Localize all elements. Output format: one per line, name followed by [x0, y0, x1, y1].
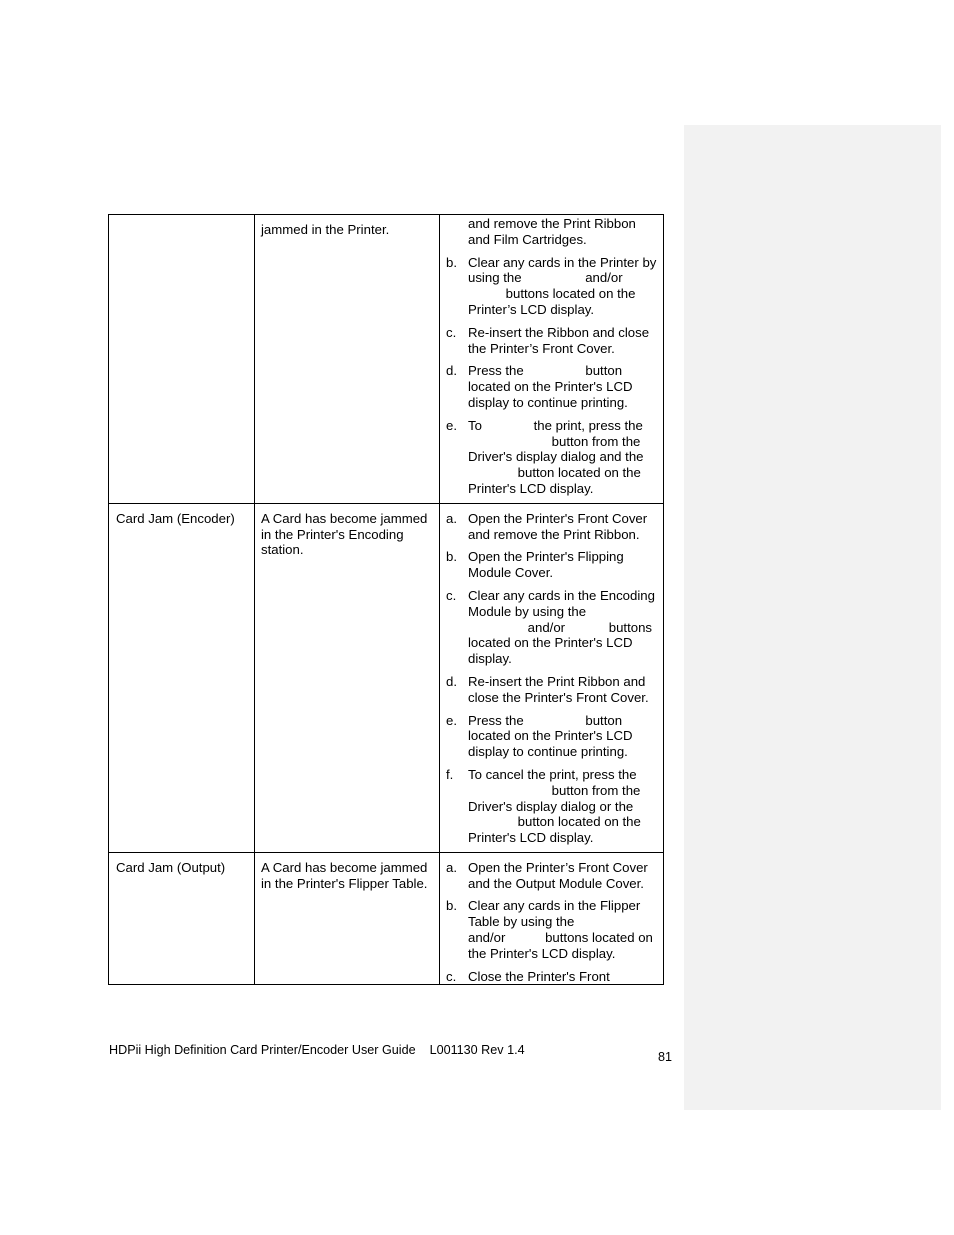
step-item: c. Re-insert the Ribbon and close the Printer’s Front Cover. — [446, 324, 650, 356]
table-row — [109, 852, 664, 985]
step-item: a. Open the Printer’s Front Cover and the Output Module Cover. — [446, 859, 648, 891]
step-item: b. Clear any cards in the Printer by using the and/or buttons located on the Printer’s LCD display. — [446, 254, 657, 317]
step-item: and remove the Print Ribbon and Film Cartridges. — [468, 216, 636, 247]
step-item: d. Press the button located on the Printer's LCD display to continue printing. — [446, 363, 633, 410]
step-item: e. To the print, press the button from the Driver's display dialog and the button located on the Printer's LCD display. — [446, 417, 644, 496]
solution-cell — [440, 852, 664, 985]
solution-cell — [440, 503, 664, 852]
table-row — [109, 503, 664, 852]
step-item: d. Re-insert the Print Ribbon and close the Printer's Front Cover. — [446, 673, 649, 705]
solution-steps — [440, 860, 663, 985]
cause-cell — [255, 503, 440, 852]
step-item: c. Clear any cards in the Encoding Module by using the and/or buttons located on the Printer's LCD display. — [446, 587, 655, 667]
cause-text: jammed in the Printer. — [261, 222, 390, 237]
page-footer — [109, 1043, 525, 1057]
step-item: f. To cancel the print, press the button from the Driver's display dialog or the button located on the Printer's LCD display. — [446, 766, 641, 846]
troubleshooting-table — [108, 214, 664, 985]
condition-cell — [109, 503, 255, 852]
cause-text: A Card has become jammed in the Printer's Encoding station. — [261, 510, 428, 558]
footer-doc-id: L001130 Rev 1.4 — [429, 1043, 525, 1057]
step-item: b. Clear any cards in the Flipper Table by using the and/or buttons located on the Printer's LCD display. — [446, 898, 653, 961]
solution-cell — [440, 215, 664, 504]
condition-text: Card Jam (Encoder) — [116, 510, 235, 526]
step-item: c. Close the Printer's Front — [446, 968, 610, 984]
page-number: 81 — [658, 1050, 673, 1064]
cause-text: A Card has become jammed in the Printer's Flipper Table. — [261, 859, 428, 891]
condition-text: Card Jam (Output) — [116, 859, 226, 875]
condition-cell — [109, 852, 255, 985]
footer-title: HDPii High Definition Card Printer/Encoder User Guide — [109, 1043, 416, 1057]
step-item: a. Open the Printer's Front Cover and remove the Print Ribbon. — [446, 510, 648, 542]
comment-margin-pane — [684, 125, 941, 1110]
table-row — [109, 215, 664, 504]
condition-cell — [109, 215, 255, 504]
solution-steps — [440, 511, 663, 852]
step-item: e. Press the button located on the Printer's LCD display to continue printing. — [446, 712, 633, 760]
solution-steps — [440, 216, 663, 503]
cause-cell — [255, 852, 440, 985]
step-item: b. Open the Printer's Flipping Module Cover. — [446, 549, 624, 581]
cause-cell — [255, 215, 440, 504]
